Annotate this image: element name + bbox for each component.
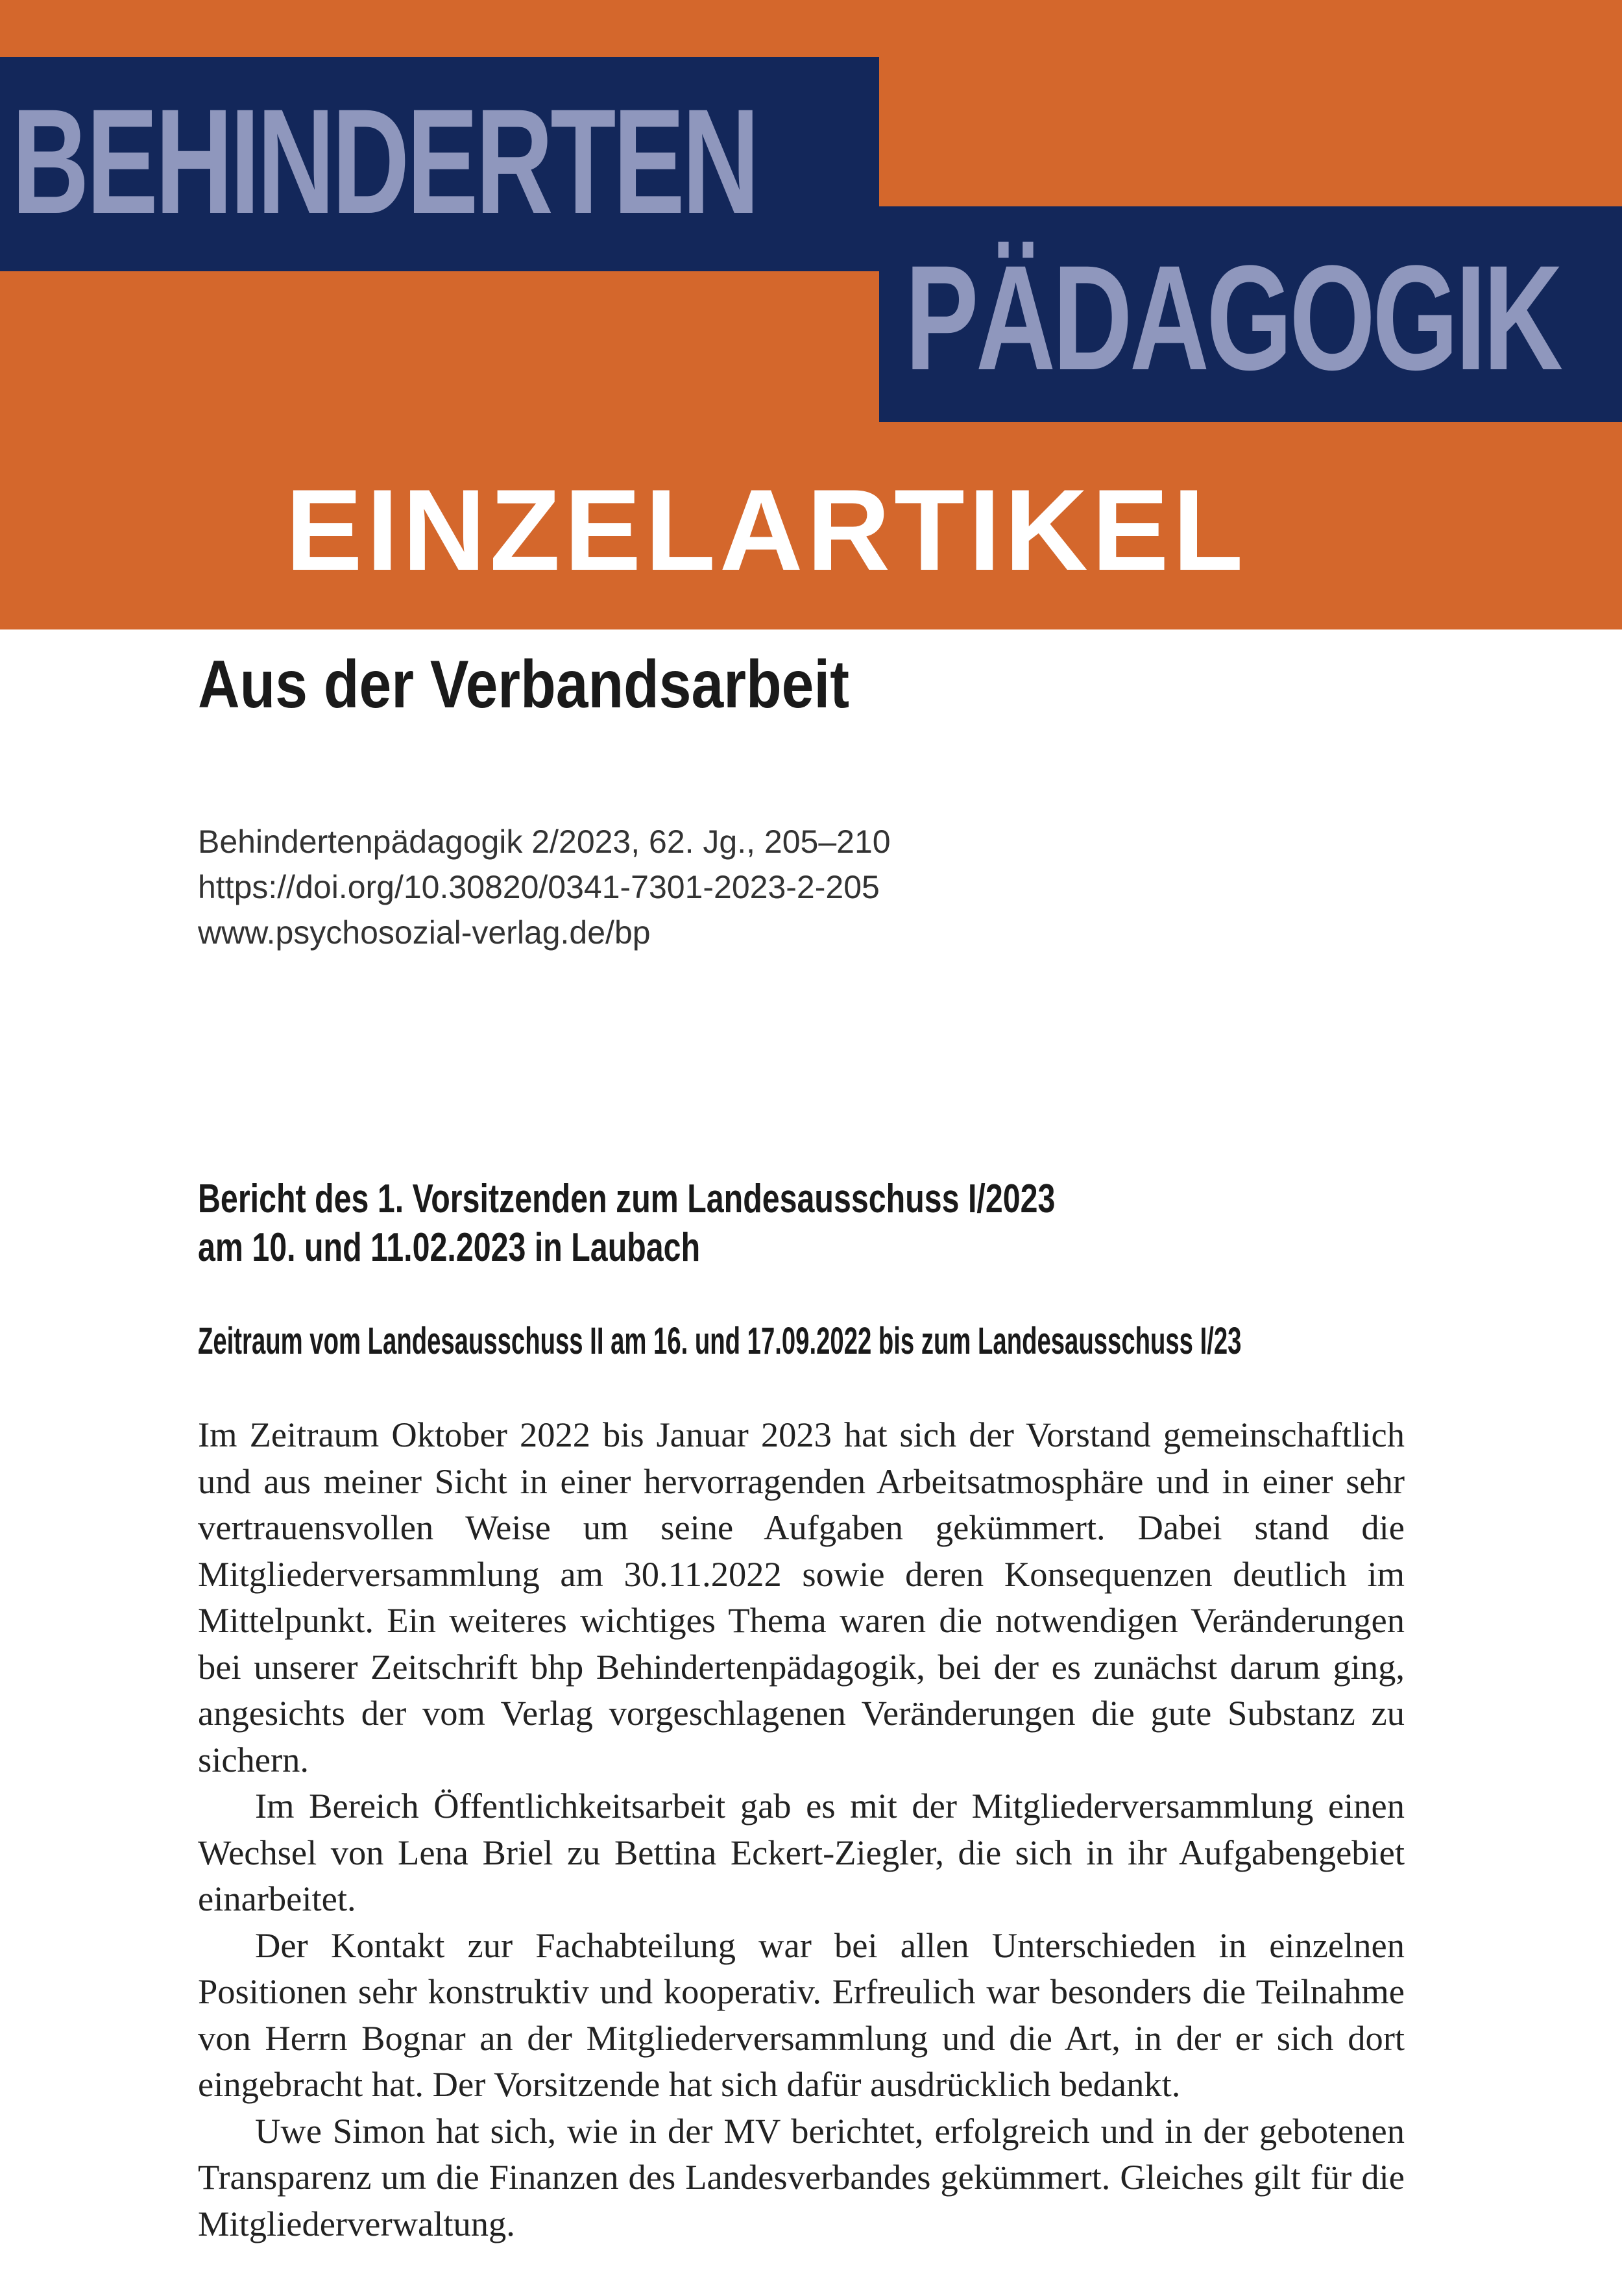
article-title [198,1175,1055,1272]
publisher-url[interactable]: www.psychosozial-verlag.de/bp [198,914,651,951]
article-body [198,1411,1405,2247]
einzelartikel-banner: EINZELARTIKEL [285,465,1248,594]
citation-meta [198,819,891,955]
article-title-line2: am 10. und 11.02.2023 in Laubach [198,1225,701,1270]
journal-logo-line2: PÄDAGOGIK [905,234,1560,401]
section-title: Aus der Verbandsarbeit [198,647,850,722]
journal-logo-line1: BEHINDERTEN [12,78,757,245]
citation-line: Behindertenpädagogik 2/2023, 62. Jg., 205–210 [198,824,891,860]
article-subtitle: Zeitraum vom Landesausschuss II am 16. und 17.09.2022 bis zum Landesausschuss I/23 [198,1320,1242,1362]
body-paragraph-3: Der Kontakt zur Fachabteilung war bei allen Unterschieden in einzelnen Positionen sehr konstruktiv und kooperativ. Erfreulich war besonders die Teilnahme von Herrn Bognar an der Mitgliederversammlung und die Art, in der er sich dort eingebracht hat. Der Vorsitzende hat sich dafür ausdrücklich bedankt. [198,1925,1405,2104]
doi-link[interactable]: https://doi.org/10.30820/0341-7301-2023-2-205 [198,869,880,905]
cover-header [0,0,1622,629]
body-paragraph-4: Uwe Simon hat sich, wie in der MV berichtet, erfolgreich und in der gebotenen Transparenz um die Finanzen des Landesverbandes gekümmert. Gleiches gilt für die Mitgliederverwaltung. [198,2110,1405,2243]
body-paragraph-1: Im Zeitraum Oktober 2022 bis Januar 2023 hat sich der Vorstand gemeinschaftlich und aus meiner Sicht in einer hervorragenden Arbeitsatmosphäre und in einer sehr vertrauensvollen Weise um seine Aufgaben gekümmert. Dabei stand die Mitgliederversammlung am 30.11.2022 sowie deren Konsequenzen deutlich im Mittelpunkt. Ein weiteres wichtiges Thema waren die notwendigen Veränderungen bei unserer Zeitschrift bhp Behindertenpädagogik, bei der es zunächst darum ging, angesichts der vom Verlag vorgeschlagenen Veränderungen die gute Substanz zu sichern. [198,1415,1405,1779]
body-paragraph-2: Im Bereich Öffentlichkeitsarbeit gab es mit der Mitgliederversammlung einen Wechsel von Lena Briel zu Bettina Eckert-Ziegler, die sich in ihr Aufgabengebiet einarbeitet. [198,1786,1405,1918]
article-title-line1: Bericht des 1. Vorsitzenden zum Landesausschuss I/2023 [198,1177,1056,1221]
